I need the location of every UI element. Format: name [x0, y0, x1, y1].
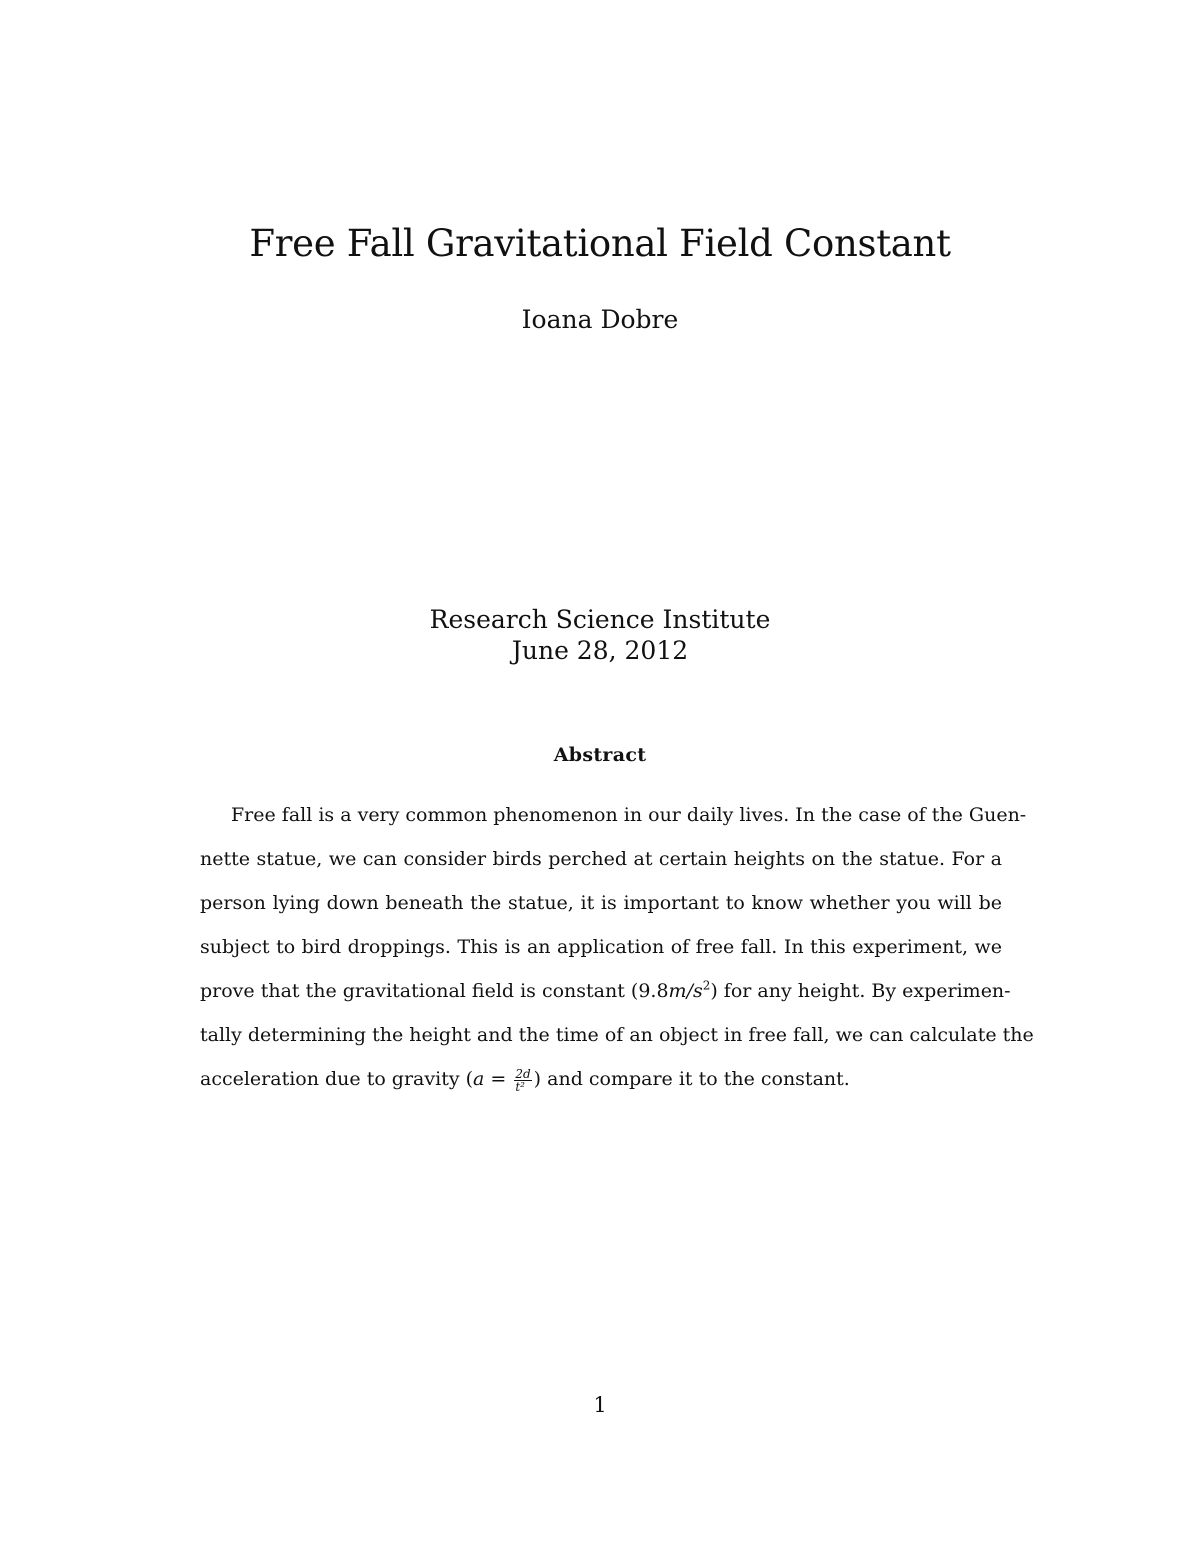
abstract-line: nette statue, we can consider birds perched at certain heights on the statue. For a — [200, 848, 1002, 870]
paper-author: Ioana Dobre — [521, 305, 679, 334]
fraction-denominator: t² — [515, 1079, 525, 1094]
abstract-text: ) for any height. By experimen- — [710, 980, 1011, 1002]
abstract-line: subject to bird droppings. This is an application of free fall. In this experiment, we — [200, 936, 1002, 958]
math-exponent: 2 — [702, 978, 711, 993]
fraction-numerator: 2d — [515, 1066, 531, 1081]
abstract-text: acceleration due to gravity ( — [200, 1068, 474, 1090]
abstract-line — [200, 976, 1011, 1006]
paper-date: June 28, 2012 — [511, 636, 689, 665]
math-equals: = — [484, 1068, 513, 1090]
math-fraction — [514, 1068, 531, 1093]
abstract-line: Free fall is a very common phenomenon in our daily lives. In the case of the Guen- — [231, 804, 1027, 826]
page-number: 1 — [593, 1393, 607, 1417]
abstract-line: person lying down beneath the statue, it is important to know whether you will be — [200, 892, 1002, 914]
abstract-heading: Abstract — [553, 744, 647, 766]
abstract-line — [200, 1064, 1002, 1094]
paper-institution: Research Science Institute — [429, 605, 771, 634]
abstract-line: tally determining the height and the time of an object in free fall, we can calculate the — [200, 1024, 1034, 1046]
paper-title: Free Fall Gravitational Field Constant — [249, 222, 951, 265]
math-unit: m/s — [668, 980, 703, 1002]
abstract-text: ) and compare it to the constant. — [533, 1068, 850, 1090]
math-variable: a — [473, 1068, 485, 1090]
abstract-text: prove that the gravitational field is constant (9.8 — [200, 980, 669, 1002]
